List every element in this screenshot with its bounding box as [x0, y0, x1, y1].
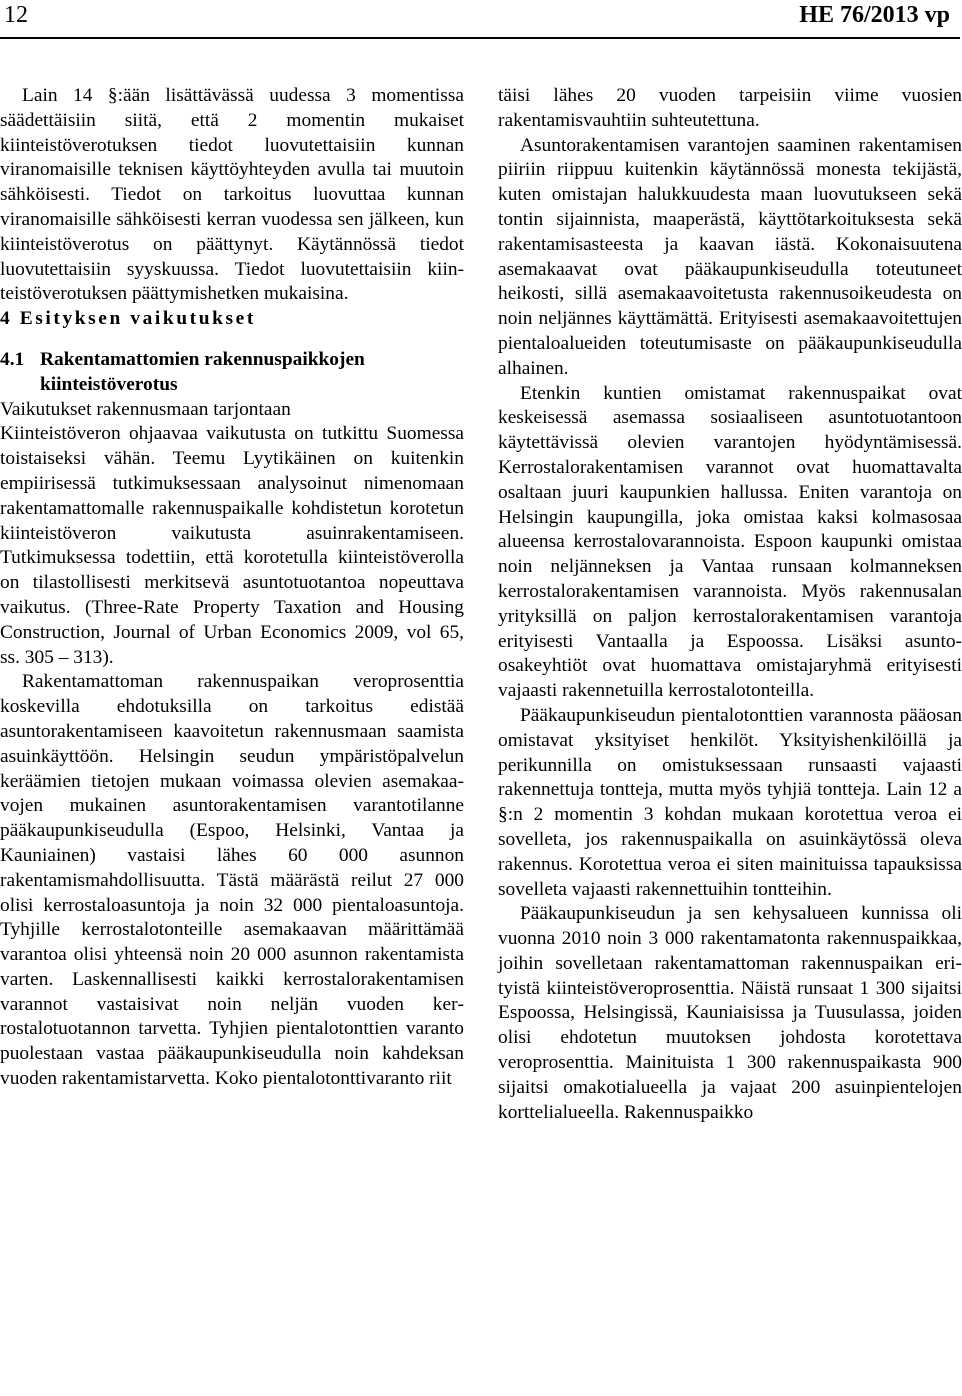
header-rule — [0, 37, 960, 39]
subheading: Vaikutukset rakennusmaan tarjontaan — [0, 398, 291, 420]
page-header — [0, 0, 960, 36]
page-number: 12 — [4, 2, 28, 28]
paragraph: Lain 14 §:ään lisättävässä uudessa 3 momentissa säädettäisiin siitä, että 2 momentin mukaiset kiinteistöverotuksen tiedot luovutettaisiin kunnan viranomaisille teknisen käyttöyhteyden avulla tai muutoin sähköisesti. Tiedot on tarkoitus luovuttaa kunnan viranomaisille sähköisesti kerran vuodessa sen jälkeen, kun kiinteistöverotus on päättynyt. Käytännössä tiedot luovutettaisiin syyskuussa. Tiedot luovutettaisiin kiinteistöverotuksen päättymishetken mukaisina. — [0, 85, 464, 305]
document-id: HE 76/2013 vp — [799, 2, 950, 28]
right-column — [498, 84, 962, 1125]
paragraph: täisi lähes 20 vuoden tarpeisiin viime vuosien rakentamisvauhtiin suhteutettuna. — [498, 85, 962, 131]
paragraph: Rakentamattoman rakennuspaikan veroprosenttia koskevilla ehdotuksilla on tarkoitus edistää asuntorakentamiseen kaavoitetun rakennusmaan saamista asuinkäyttöön. Helsingin seudun ympäristöpalvelun keräämien tietojen mukaan voimassa olevien asemakaavojen mukainen asuntorakentamisen varantotilanne pääkaupunkiseudulla (Espoo, Helsinki, Vantaa ja Kauniainen) vastaisi lähes 60 000 asunnon rakentamismahdollisuutta. Tästä määrästä reilut 27 000 olisi kerrostaloasuntoja ja noin 32 000 pientaloasuntoja. Tyhjille kerrostalotonteille asemakaavan määrittämää varantoa olisi yhteensä noin 20 000 asunnon rakentamista varten. Laskennallisesti kaikki kerrostalorakentamisen varannot vastaisivat noin neljän vuoden kerrostalotuotannon tarvetta. Tyhjien pientalotonttien varanto puolestaan vastaa pääkaupunkiseudulla noin kahdeksan vuoden rakentamistarvetta. Koko pientalotonttivaranto riit — [0, 671, 464, 1090]
left-column — [0, 84, 464, 1092]
paragraph: Pääkaupunkiseudun pientalotonttien varannosta pääosan omistavat yksityiset henkilöt. Yksityishenkilöillä ja perikunnilla on omistuksessaan runsaasti vajaasti rakennettuja tontteja, mutta myös tyhjiä tontteja. Lain 12 a §:n 2 momentin 3 kohdan mukaan korotettua veroa ei sovelleta, jos rakennuspaikalla on asuinkäytössä oleva rakennus. Korotettua veroa ei siten mainituissa tapauksissa sovelleta vajaasti rakennettuihin tontteihin. — [498, 704, 962, 900]
section-heading: 4 Esityksen vaikutukset — [0, 308, 256, 330]
subsection-number: 4.1 — [0, 348, 25, 370]
subsection-heading — [0, 348, 464, 398]
paragraph: Etenkin kuntien omistamat rakennuspaikat ovat keskeisessä asemassa sosiaaliseen asuntotuotantoon käytettävissä olevien varantojen hyödyntämisessä. Kerrostalorakentamisen varannot ovat huomattavalta osaltaan juuri kaupunkien hallussa. Eniten varantoja on Helsingin kaupungilla, joka omistaa kaksi kolmasosaa alueensa kerrostalovarannoista. Espoon kaupunki omistaa noin neljänneksen ja Vantaa runsaan kolmanneksen kerrostalorakentamisen varannoista. Myös rakennusalan yrityksillä on paljon kerrostalorakentamisen varantoja erityisesti Vantaalla ja Espoossa. Lisäksi asunto-osakeyhtiöt ovat huomattava omistajaryhmä erityisesti vajaasti rakennetuilla kerrostalotonteilla. — [498, 382, 962, 702]
paragraph: Kiinteistöveron ohjaavaa vaikutusta on tutkittu Suomessa toistaiseksi vähän. Teemu Lyytikäinen on kuitenkin empiirisessä tutkimuksessaan analysoinut nimenomaan rakentamattomalle rakennuspaikalle kohdistetun korotetun kiinteistöveron vaikutusta asuinrakentamiseen. Tutkimuksessa todettiin, että korotetulla kiinteistöverolla on tilastollisesti merkitsevä asuntotuotantoa nopeuttava vaikutus. (Three-Rate Property Taxation and Housing Construction, Journal of Urban Economics 2009, vol 65, ss. 305 – 313). — [0, 423, 464, 668]
paragraph: Asuntorakentamisen varantojen saaminen rakentamisen piiriin riippuu kuitenkin käytännössä monesta tekijästä, kuten omistajan halukkuudesta maan luovutukseen sekä tontin sijainnista, maaperästä, käyttötarkoituksesta sekä rakentamisasteesta ja kaavan iästä. Kokonaisuutena asemakaavat ovat pääkaupunkiseudulla toteutuneet heikosti, sillä asemakaavoitetusta rakennusoikeudesta on noin neljännes käyttämättä. Erityisesti asemakaavoitettujen pientaloalueiden toteutumisaste on pääkaupunkiseudulla alhainen. — [498, 134, 962, 379]
paragraph: Pääkaupunkiseudun ja sen kehysalueen kunnissa oli vuonna 2010 noin 3 000 rakentamatonta rakennuspaikkaa, joihin sovelletaan rakentamattoman rakennuspaikan erityistä kiinteistöveroprosenttia. Näistä runsaat 1 300 sijaitsi Espoossa, Helsingissä, Kauniaisissa ja Tuusulassa, joiden olisi ehdotetun muutoksen johdosta korotettava veroprosenttia. Mainituista 1 300 rakennuspaikasta 900 sijaitsi omakotialueella ja vajaat 200 asuinpientelojen korttelialueella. Rakennuspaikko — [498, 903, 962, 1123]
subsection-title: Rakentamattomien rakennuspaikkojen kiinteistöverotus — [40, 348, 365, 395]
